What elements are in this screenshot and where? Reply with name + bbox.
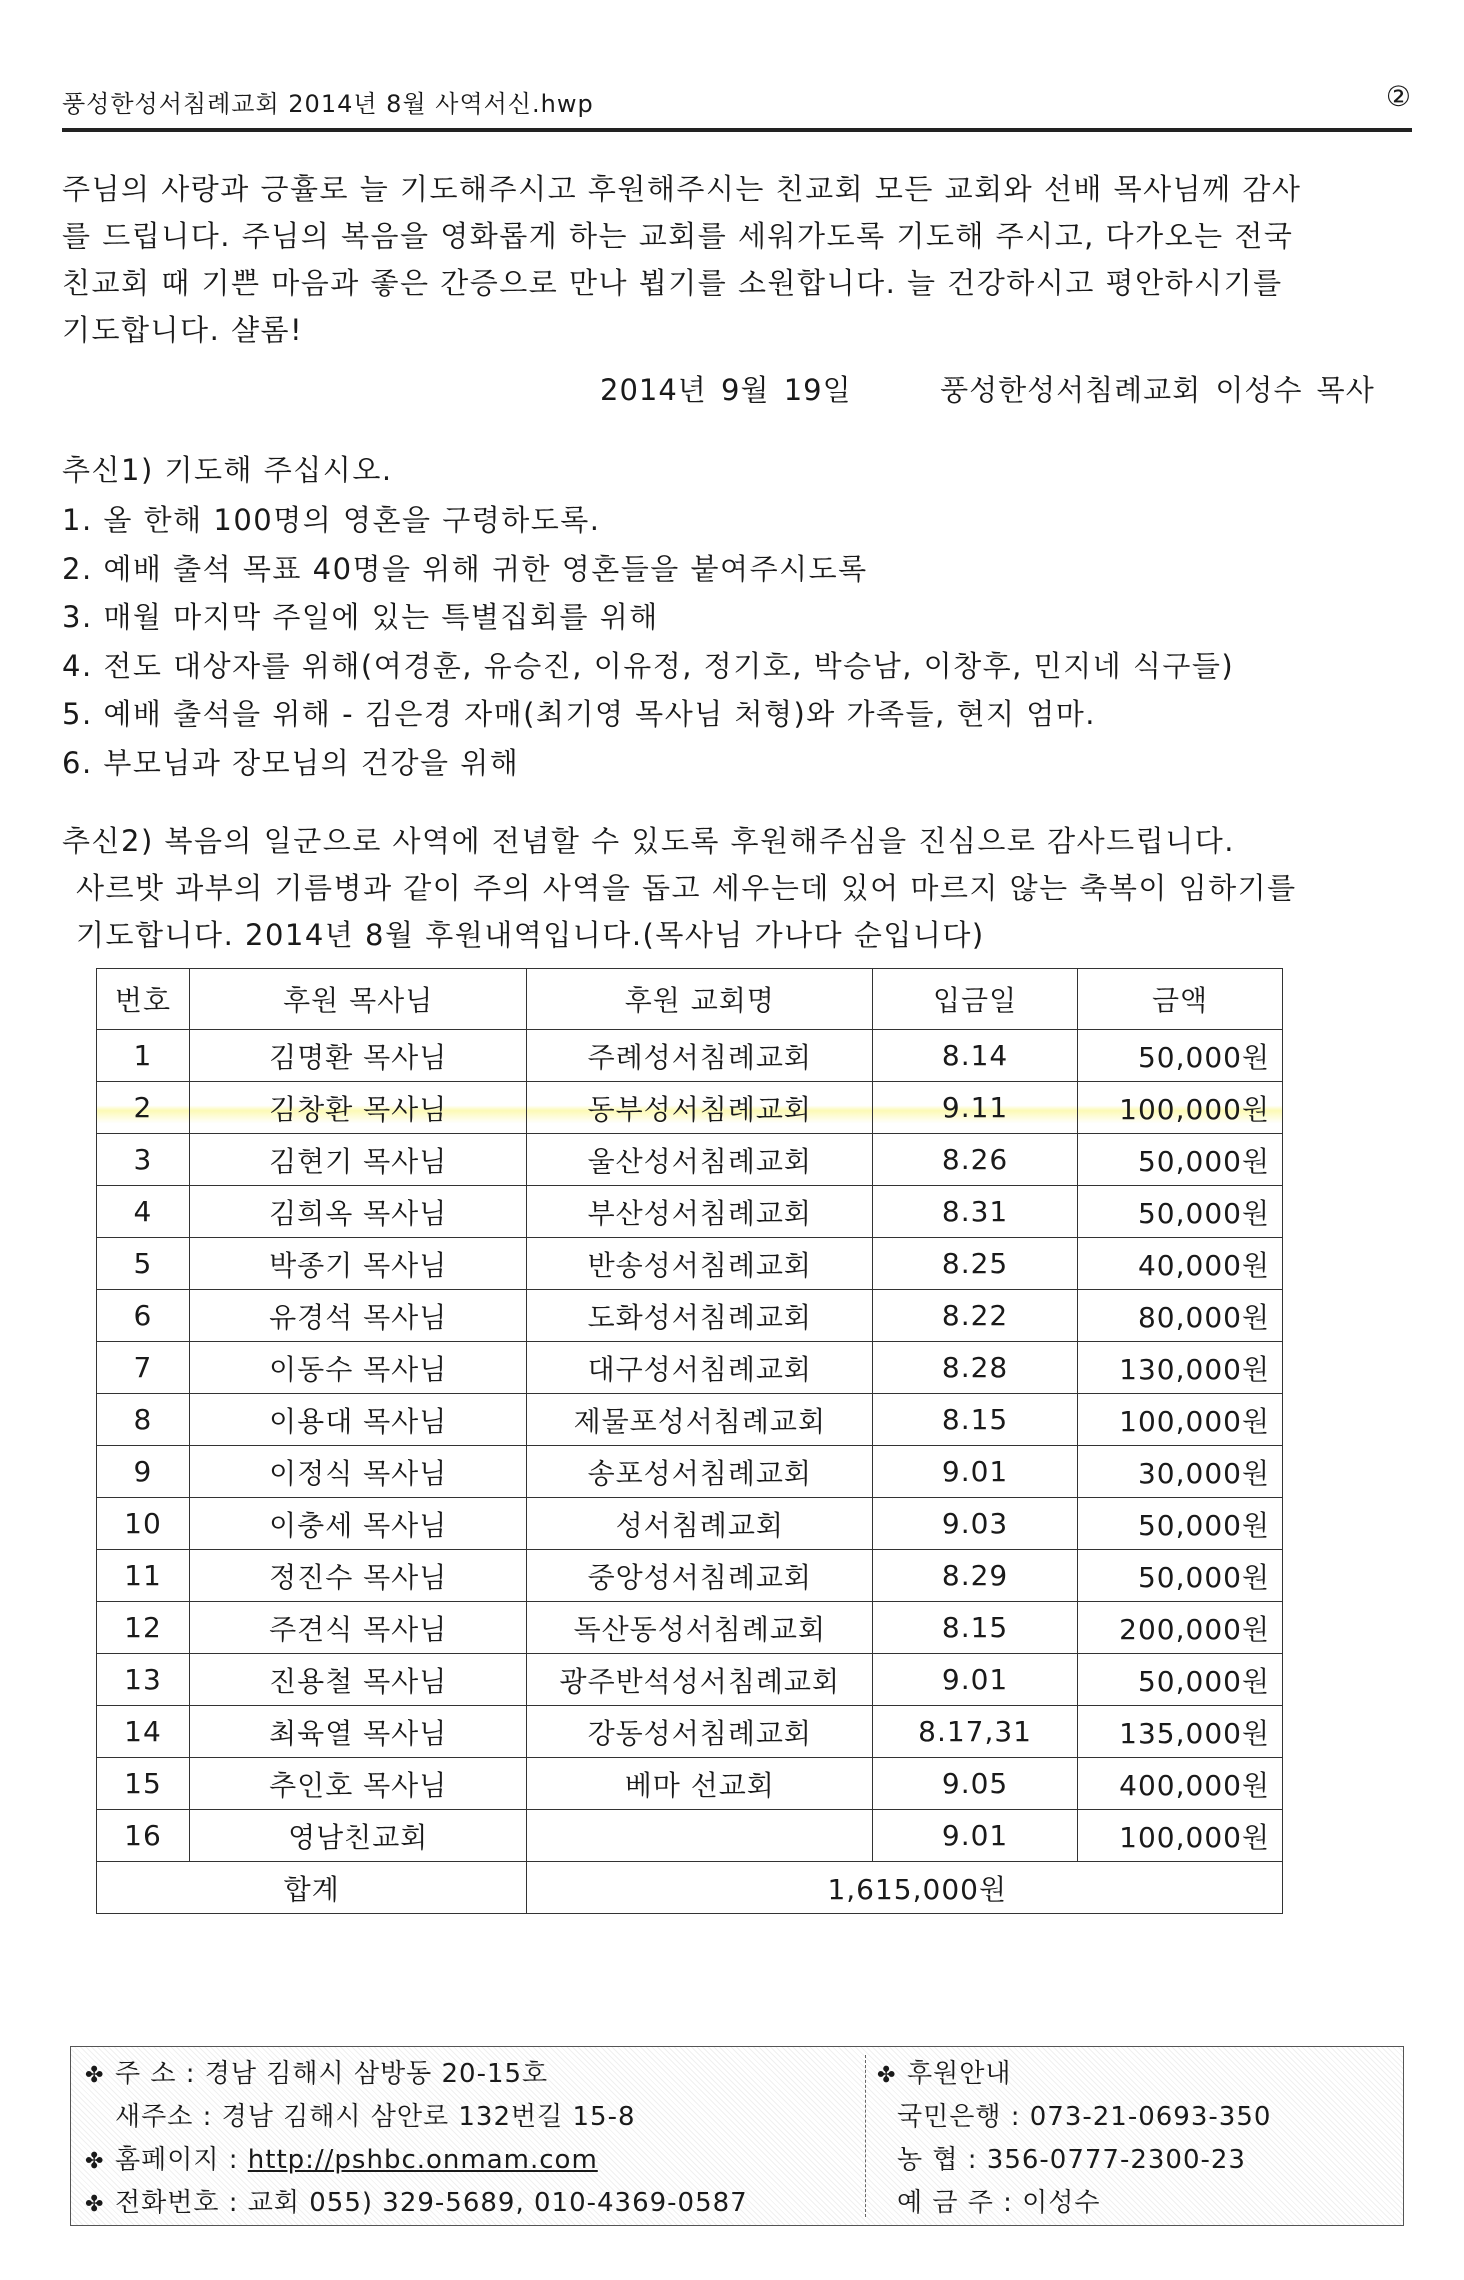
cell-church: 성서침례교회 — [527, 1498, 873, 1550]
cell-church: 송포성서침례교회 — [527, 1446, 873, 1498]
holder-row — [897, 2182, 1101, 2219]
cell-number: 1 — [97, 1030, 190, 1082]
cell-pastor: 주견식 목사님 — [189, 1602, 527, 1654]
cell-number: 4 — [97, 1186, 190, 1238]
prayer-item: 5. 예배 출석을 위해 - 김은경 자매(최기영 목사님 처형)와 가족들, 현지 엄마. — [62, 697, 1096, 731]
cell-number: 10 — [97, 1498, 190, 1550]
ps1-title: 추신1) 기도해 주십시오. — [62, 453, 393, 487]
cell-amount: 50,000원 — [1078, 1498, 1283, 1550]
cell-pastor: 김창환 목사님 — [189, 1082, 527, 1134]
cell-number: 12 — [97, 1602, 190, 1654]
page-number: ② — [1385, 80, 1412, 113]
cell-number: 5 — [97, 1238, 190, 1290]
cell-amount: 30,000원 — [1078, 1446, 1283, 1498]
cell-date: 9.03 — [873, 1498, 1078, 1550]
contact-footer — [70, 2046, 1404, 2226]
cell-amount: 200,000원 — [1078, 1602, 1283, 1654]
cell-church: 중앙성서침례교회 — [527, 1550, 873, 1602]
cell-amount: 130,000원 — [1078, 1342, 1283, 1394]
cell-pastor: 영남친교회 — [189, 1810, 527, 1862]
cell-church: 동부성서침례교회 — [527, 1082, 873, 1134]
table-body — [97, 1030, 1283, 1862]
cell-pastor: 추인호 목사님 — [189, 1758, 527, 1810]
cell-number: 3 — [97, 1134, 190, 1186]
intro-line: 주님의 사랑과 긍휼로 늘 기도해주시고 후원해주시는 친교회 모든 교회와 선배 목사님께 감사 — [62, 172, 1302, 206]
cell-number: 7 — [97, 1342, 190, 1394]
ps2-line: 사르밧 과부의 기름병과 같이 주의 사역을 돕고 세우는데 있어 마르지 않는 축복이 임하기를 — [76, 871, 1297, 905]
cell-date: 8.31 — [873, 1186, 1078, 1238]
phone-text: 전화번호 : 교회 055) 329-5689, 010-4369-0587 — [115, 2188, 748, 2218]
cell-amount: 50,000원 — [1078, 1186, 1283, 1238]
prayer-item: 3. 매월 마지막 주일에 있는 특별집회를 위해 — [62, 600, 659, 634]
cell-church: 부산성서침례교회 — [527, 1186, 873, 1238]
support-title: 후원안내 — [907, 2059, 1012, 2089]
cell-church: 울산성서침례교회 — [527, 1134, 873, 1186]
cell-church: 주례성서침례교회 — [527, 1030, 873, 1082]
table-row — [97, 1446, 1283, 1498]
account-holder: 예 금 주 : 이성수 — [897, 2188, 1101, 2218]
cell-church: 베마 선교회 — [527, 1758, 873, 1810]
table-row — [97, 1758, 1283, 1810]
letter-signature: 풍성한성서침례교회 이성수 목사 — [940, 373, 1375, 407]
cell-date: 8.15 — [873, 1602, 1078, 1654]
header-cell-date: 입금일 — [873, 969, 1078, 1030]
cell-number: 13 — [97, 1654, 190, 1706]
cell-pastor: 김명환 목사님 — [189, 1030, 527, 1082]
cell-church: 제물포성서침례교회 — [527, 1394, 873, 1446]
cell-number: 9 — [97, 1446, 190, 1498]
cell-date: 8.22 — [873, 1290, 1078, 1342]
clover-bullet-icon: ✤ — [85, 2063, 105, 2088]
cell-amount: 400,000원 — [1078, 1758, 1283, 1810]
cell-number: 2 — [97, 1082, 190, 1134]
intro-line: 기도합니다. 샬롬! — [62, 313, 304, 347]
bank-account-nh: 농 협 : 356-0777-2300-23 — [897, 2145, 1246, 2175]
cell-amount: 50,000원 — [1078, 1654, 1283, 1706]
clover-bullet-icon: ✤ — [85, 2192, 105, 2217]
cell-pastor: 이용대 목사님 — [189, 1394, 527, 1446]
cell-church — [527, 1810, 873, 1862]
table-row — [97, 1654, 1283, 1706]
cell-amount: 100,000원 — [1078, 1810, 1283, 1862]
cell-pastor: 김희옥 목사님 — [189, 1186, 527, 1238]
ps2-line: 기도합니다. 2014년 8월 후원내역입니다.(목사님 가나다 순입니다) — [76, 918, 985, 952]
clover-bullet-icon: ✤ — [85, 2149, 105, 2174]
prayer-item: 6. 부모님과 장모님의 건강을 위해 — [62, 745, 520, 780]
header-cell-pastor: 후원 목사님 — [189, 969, 527, 1030]
cell-number: 8 — [97, 1394, 190, 1446]
cell-pastor: 이동수 목사님 — [189, 1342, 527, 1394]
address-text: 주 소 : 경남 김해시 삼방동 20-15호 — [115, 2059, 549, 2089]
cell-date: 8.29 — [873, 1550, 1078, 1602]
cell-church: 도화성서침례교회 — [527, 1290, 873, 1342]
cell-date: 8.26 — [873, 1134, 1078, 1186]
bank-account-kb: 국민은행 : 073-21-0693-350 — [897, 2102, 1272, 2132]
cell-amount: 50,000원 — [1078, 1134, 1283, 1186]
address-row — [85, 2053, 548, 2090]
homepage-label: 홈페이지 : — [115, 2145, 248, 2175]
intro-line: 를 드립니다. 주님의 복음을 영화롭게 하는 교회를 세워가도록 기도해 주시고, 다가오는 전국 — [62, 219, 1294, 253]
cell-pastor: 이정식 목사님 — [189, 1446, 527, 1498]
phone-row — [85, 2182, 748, 2219]
cell-pastor: 최육열 목사님 — [189, 1706, 527, 1758]
donation-table — [96, 968, 1283, 1914]
header-cell-number: 번호 — [97, 969, 190, 1030]
cell-church: 대구성서침례교회 — [527, 1342, 873, 1394]
intro-line: 친교회 때 기쁜 마음과 좋은 간증으로 만나 뵙기를 소원합니다. 늘 건강하시고 평안하시기를 — [62, 266, 1283, 300]
intro-paragraph — [62, 166, 1412, 354]
cell-number: 6 — [97, 1290, 190, 1342]
new-address-text: 새주소 : 경남 김해시 삼안로 132번길 15-8 — [115, 2102, 636, 2132]
cell-date: 8.17,31 — [873, 1706, 1078, 1758]
table-total-row — [97, 1862, 1283, 1914]
bank-row — [897, 2096, 1271, 2133]
cell-church: 독산동성서침례교회 — [527, 1602, 873, 1654]
ps2-paragraph — [62, 818, 1412, 959]
table-row — [97, 1030, 1283, 1082]
cell-pastor: 진용철 목사님 — [189, 1654, 527, 1706]
table-header-row — [97, 969, 1283, 1030]
table-row — [97, 1706, 1283, 1758]
prayer-item: 4. 전도 대상자를 위해(여경훈, 유승진, 이유정, 정기호, 박승남, 이창후, 민지네 식구들) — [62, 648, 1235, 683]
cell-date: 8.28 — [873, 1342, 1078, 1394]
cell-date: 8.14 — [873, 1030, 1078, 1082]
table-row — [97, 1498, 1283, 1550]
cell-church: 반송성서침례교회 — [527, 1238, 873, 1290]
cell-date: 9.11 — [873, 1082, 1078, 1134]
cell-amount: 80,000원 — [1078, 1290, 1283, 1342]
letter-date: 2014년 9월 19일 — [600, 373, 852, 407]
cell-date: 9.01 — [873, 1810, 1078, 1862]
cell-date: 9.01 — [873, 1446, 1078, 1498]
table-row — [97, 1134, 1283, 1186]
table-row — [97, 1186, 1283, 1238]
total-value: 1,615,000원 — [527, 1862, 1283, 1914]
homepage-link[interactable]: http://pshbc.onmam.com — [247, 2145, 598, 2175]
ps2-line: 추신2) 복음의 일군으로 사역에 전념할 수 있도록 후원해주심을 진심으로 감사드립니다. — [62, 824, 1235, 858]
header-cell-church: 후원 교회명 — [527, 969, 873, 1030]
cell-pastor: 박종기 목사님 — [189, 1238, 527, 1290]
document-title: 풍성한성서침례교회 2014년 8월 사역서신.hwp — [62, 90, 594, 118]
cell-date: 9.05 — [873, 1758, 1078, 1810]
table-row — [97, 1290, 1283, 1342]
table-row — [97, 1342, 1283, 1394]
homepage-row — [85, 2139, 598, 2176]
prayer-item: 2. 예배 출석 목표 40명을 위해 귀한 영혼들을 붙여주시도록 — [62, 551, 868, 586]
prayer-list — [62, 496, 1234, 787]
total-label: 합계 — [97, 1862, 527, 1914]
cell-church: 광주반석성서침례교회 — [527, 1654, 873, 1706]
cell-number: 11 — [97, 1550, 190, 1602]
cell-pastor: 유경석 목사님 — [189, 1290, 527, 1342]
support-title-row — [877, 2053, 1011, 2090]
table-row — [97, 1810, 1283, 1862]
cell-amount: 135,000원 — [1078, 1706, 1283, 1758]
prayer-item: 1. 올 한해 100명의 영혼을 구령하도록. — [62, 503, 601, 537]
cell-amount: 40,000원 — [1078, 1238, 1283, 1290]
clover-bullet-icon: ✤ — [877, 2063, 897, 2088]
table-row — [97, 1238, 1283, 1290]
cell-date: 8.15 — [873, 1394, 1078, 1446]
bank-row — [897, 2139, 1246, 2176]
cell-pastor: 정진수 목사님 — [189, 1550, 527, 1602]
table-row — [97, 1550, 1283, 1602]
cell-amount: 100,000원 — [1078, 1082, 1283, 1134]
cell-number: 16 — [97, 1810, 190, 1862]
signature-line — [600, 368, 1375, 409]
document-header — [62, 78, 1412, 118]
table-row — [97, 1082, 1283, 1134]
footer-divider — [865, 2055, 866, 2217]
cell-amount: 50,000원 — [1078, 1030, 1283, 1082]
cell-church: 강동성서침례교회 — [527, 1706, 873, 1758]
cell-pastor: 김현기 목사님 — [189, 1134, 527, 1186]
header-divider — [62, 128, 1412, 132]
header-cell-amount: 금액 — [1078, 969, 1283, 1030]
cell-number: 14 — [97, 1706, 190, 1758]
cell-number: 15 — [97, 1758, 190, 1810]
cell-amount: 50,000원 — [1078, 1550, 1283, 1602]
cell-pastor: 이충세 목사님 — [189, 1498, 527, 1550]
cell-amount: 100,000원 — [1078, 1394, 1283, 1446]
cell-date: 9.01 — [873, 1654, 1078, 1706]
cell-date: 8.25 — [873, 1238, 1078, 1290]
new-address-row — [115, 2096, 636, 2133]
table-row — [97, 1602, 1283, 1654]
table-row — [97, 1394, 1283, 1446]
